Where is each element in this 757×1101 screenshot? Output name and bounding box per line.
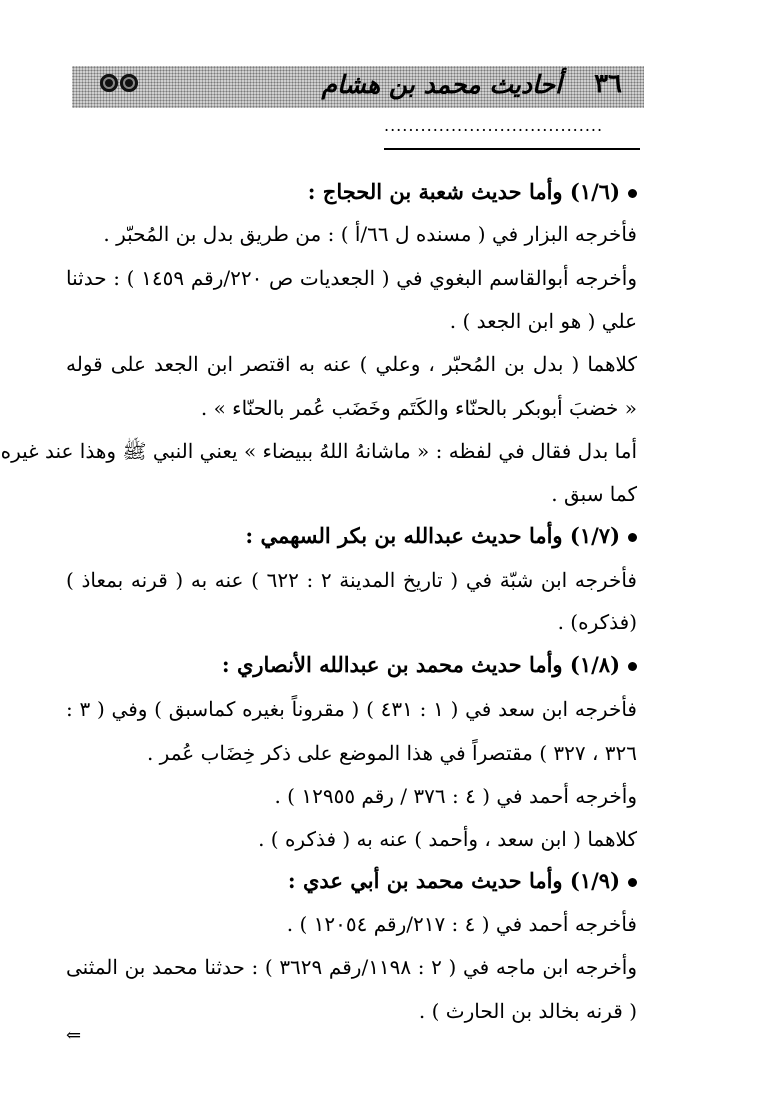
page-number: ٣٦ xyxy=(594,69,622,99)
circles-ornament-icon xyxy=(100,74,138,92)
text-line: ٣٢٦ ، ٣٢٧ ) مقتصراً في هذا الموضع على ذكر خِضَاب عُمر . xyxy=(146,741,637,765)
text-line: (فذكره) . xyxy=(557,610,637,634)
book-title: أحاديث محمد بن هشام xyxy=(321,70,562,99)
continuation-arrow-icon: ⇐ xyxy=(66,1025,82,1046)
ornament-dot-icon xyxy=(100,74,118,92)
heading-1-9: (١/٩) وأما حديث محمد بن أبي عدي : xyxy=(288,866,637,896)
bullet-icon xyxy=(628,533,637,542)
running-header xyxy=(72,66,644,108)
text-line: وأخرجه ابن ماجه في ( ٢ : ١١٩٨/رقم ٣٦٢٩ ) : حدثنا محمد بن المثنى xyxy=(66,955,638,979)
text-line: أما بدل فقال في لفظه : « ماشانهُ اللهُ ببيضاء » يعني النبي ﷺ وهذا عند غيره xyxy=(0,439,637,463)
text-line: كلاهما ( بدل بن المُحبّر ، وعلي ) عنه به اقتصر ابن الجعد على قوله xyxy=(66,352,637,376)
ornament-dot-icon xyxy=(120,74,138,92)
text-line: كما سبق . xyxy=(551,482,637,506)
dotted-divider: .................................... xyxy=(384,116,604,135)
text-line: وأخرجه أبوالقاسم البغوي في ( الجعديات ص ٢٢٠/رقم ١٤٥٩ ) : حدثنا xyxy=(66,266,637,290)
text-line: كلاهما ( ابن سعد ، وأحمد ) عنه به ( فذكره ) . xyxy=(258,827,637,851)
section-rule xyxy=(384,148,640,150)
text-line: فأخرجه ابن سعد في ( ١ : ٤٣١ ) ( مقروناً بغيره كماسبق ) وفي ( ٣ : xyxy=(66,697,637,721)
heading-1-7: (١/٧) وأما حديث عبدالله بن بكر السهمي : xyxy=(245,521,637,551)
text-line: « خضبَ أبوبكر بالحنّاء والكَتَم وخَضَب عُمر بالحنّاء » . xyxy=(200,396,637,420)
text-line: ( قرنه بخالد بن الحارث ) . xyxy=(418,999,637,1023)
bullet-icon xyxy=(628,189,637,198)
text-line: علي ( هو ابن الجعد ) . xyxy=(449,309,637,333)
text-line: فأخرجه البزار في ( مسنده ل ٦٦/أ ) : من طريق بدل بن المُحبّر . xyxy=(103,222,637,246)
text-line: وأخرجه أحمد في ( ٤ : ٣٧٦ / رقم ١٢٩٥٥ ) . xyxy=(274,784,637,808)
heading-1-6: (١/٦) وأما حديث شعبة بن الحجاج : xyxy=(308,177,637,207)
text-line: فأخرجه أحمد في ( ٤ : ٢١٧/رقم ١٢٠٥٤ ) . xyxy=(286,912,637,936)
heading-1-8: (١/٨) وأما حديث محمد بن عبدالله الأنصاري : xyxy=(222,650,637,680)
bullet-icon xyxy=(628,878,637,887)
text-line: فأخرجه ابن شبّة في ( تاريخ المدينة ٢ : ٦٢٢ ) عنه به ( قرنه بمعاذ ) xyxy=(66,568,637,592)
bullet-icon xyxy=(628,662,637,671)
